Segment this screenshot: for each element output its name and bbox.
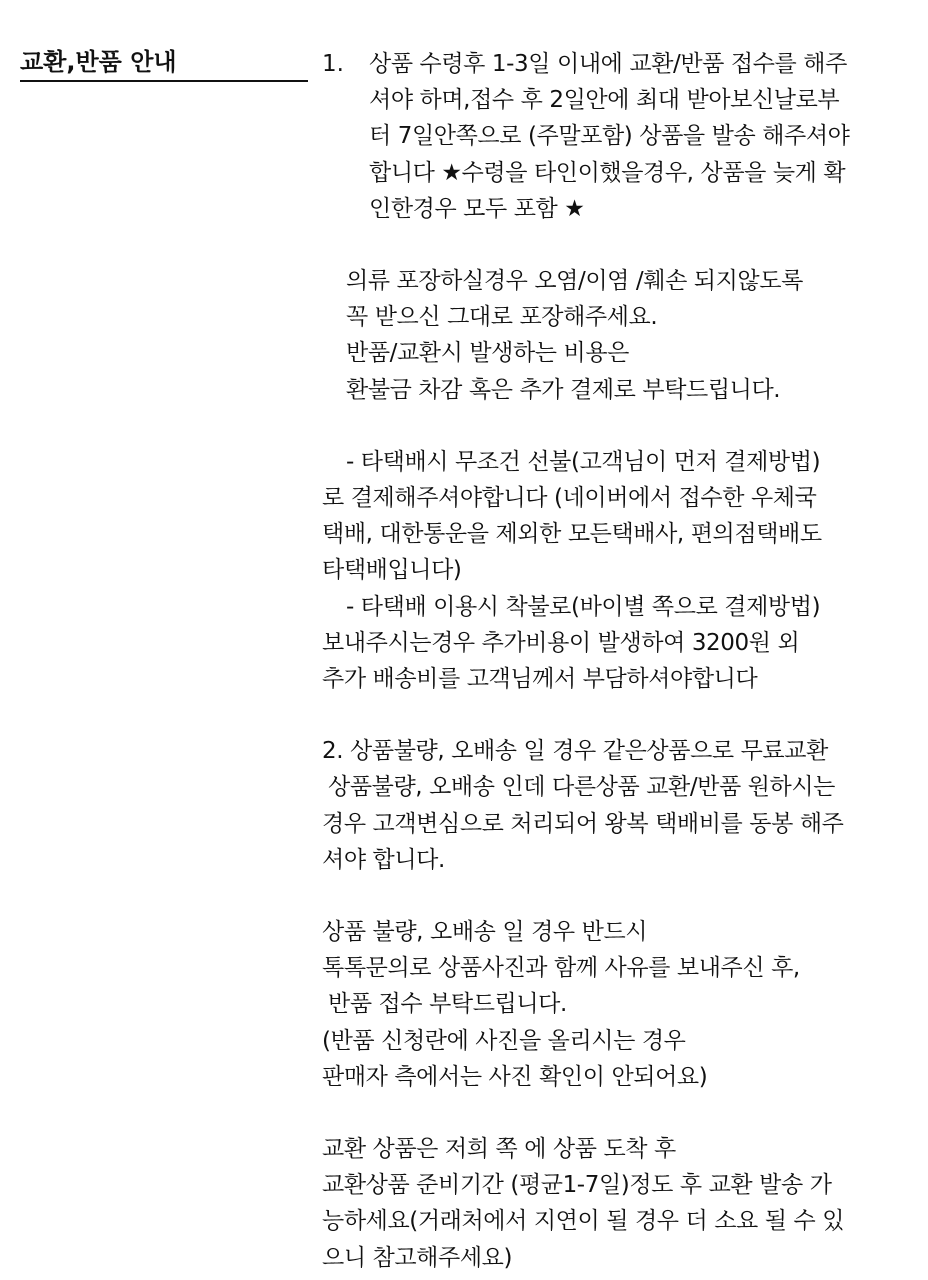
courier-cod-note (322, 589, 918, 698)
packing-note-line: 의류 포장하실경우 오염/이염 /훼손 되지않도록 (346, 268, 803, 295)
item-2-line: 경우 고객변심으로 처리되어 왕복 택배비를 동봉 해주 (322, 810, 844, 837)
courier-prepaid-line: 로 결제해주셔야합니다 (네이버에서 접수한 우체국 (322, 485, 817, 512)
courier-prepaid-line: 택배, 대한통운을 제외한 모든택배사, 편의점택배도 (322, 521, 822, 548)
courier-cod-line: 보내주시는경우 추가비용이 발생하여 3200원 외 (322, 629, 800, 656)
item-2-line: 상품불량, 오배송 인데 다른상품 교환/반품 원하시는 (328, 774, 835, 801)
exchange-note-line: 능하세요(거래처에서 지연이 될 경우 더 소요 될 수 있 (322, 1208, 845, 1235)
item-1-line: 상품 수령후 1-3일 이내에 교환/반품 접수를 해주 (369, 51, 847, 77)
courier-prepaid-note (322, 444, 918, 589)
item-1-line: 셔야 하며,접수 후 2일안에 최대 받아보신날로부 (369, 87, 840, 114)
defect-note-line: 톡톡문의로 상품사진과 함께 사유를 보내주신 후, (322, 955, 800, 982)
courier-prepaid-line: - 타택배시 무조건 선불(고객님이 먼저 결제방법) (346, 448, 821, 475)
exchange-note-line: 교환 상품은 저희 쪽 에 상품 도착 후 (322, 1136, 676, 1163)
section-title: 교환,반품 안내 (20, 44, 308, 82)
item-1-number: 1. (322, 51, 344, 77)
item-1 (322, 46, 918, 227)
packing-note-line: 꼭 받으신 그대로 포장해주세요. (346, 304, 658, 331)
courier-cod-line: - 타택배 이용시 착불로(바이별 쪽으로 결제방법) (346, 593, 821, 620)
defect-note (322, 914, 918, 1095)
defect-note-line: 반품 접수 부탁드립니다. (328, 991, 567, 1018)
item-1-line: 인한경우 모두 포함 ★ (369, 195, 585, 222)
item-1-line: 합니다 ★수령을 타인이했을경우, 상품을 늦게 확 (369, 159, 846, 186)
item-2-line: 2. 상품불량, 오배송 일 경우 같은상품으로 무료교환 (322, 738, 828, 765)
item-2-line: 셔야 합니다. (322, 846, 445, 873)
exchange-note-line: 으니 참고해주세요) (322, 1244, 513, 1271)
item-1-line: 터 7일안쪽으로 (주말포함) 상품을 발송 해주셔야 (369, 123, 850, 150)
packing-note-line: 반품/교환시 발생하는 비용은 (346, 340, 629, 367)
packing-note-line: 환불금 차감 혹은 추가 결제로 부탁드립니다. (346, 376, 781, 403)
notice-content (322, 46, 918, 1276)
defect-note-line: (반품 신청란에 사진을 올리시는 경우 (322, 1027, 686, 1054)
item-2 (322, 733, 918, 878)
exchange-note-line: 교환상품 준비기간 (평균1-7일)정도 후 교환 발송 가 (322, 1172, 832, 1199)
exchange-note (322, 1131, 918, 1276)
defect-note-line: 판매자 측에서는 사진 확인이 안되어요) (322, 1063, 708, 1090)
packing-note (322, 263, 918, 408)
courier-prepaid-line: 타택배입니다) (322, 557, 462, 584)
defect-note-line: 상품 불량, 오배송 일 경우 반드시 (322, 919, 648, 946)
courier-cod-line: 추가 배송비를 고객님께서 부담하셔야합니다 (322, 666, 758, 693)
